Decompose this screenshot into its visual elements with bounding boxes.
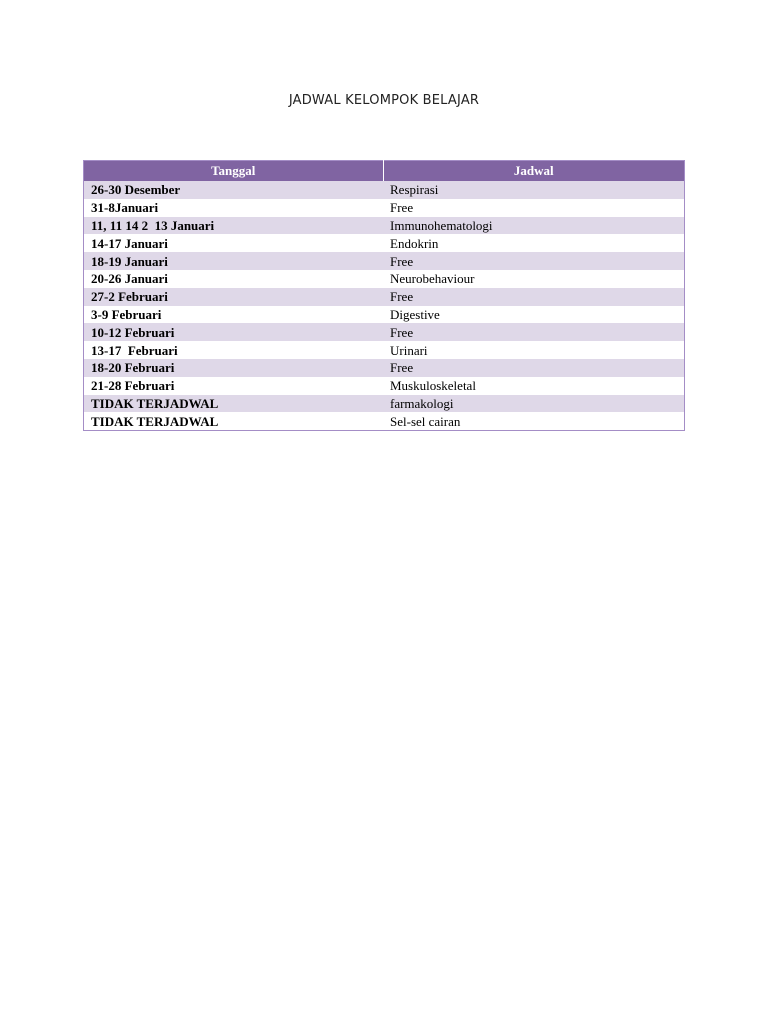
- table-row: [84, 217, 685, 235]
- table-row: [84, 181, 685, 199]
- jadwal-cell: Free: [383, 323, 685, 341]
- tanggal-cell: TIDAK TERJADWAL: [84, 395, 384, 413]
- table-row: [84, 306, 685, 324]
- jadwal-cell: Free: [383, 288, 685, 306]
- jadwal-cell: Respirasi: [383, 181, 685, 199]
- jadwal-cell: Free: [383, 199, 685, 217]
- table-header: [84, 161, 685, 182]
- table-row: [84, 323, 685, 341]
- tanggal-cell: 14-17 Januari: [84, 234, 384, 252]
- jadwal-cell: Digestive: [383, 306, 685, 324]
- tanggal-cell: 20-26 Januari: [84, 270, 384, 288]
- jadwal-cell: farmakologi: [383, 395, 685, 413]
- table-row: [84, 288, 685, 306]
- tanggal-cell: 11, 11 14 2 13 Januari: [84, 217, 384, 235]
- jadwal-cell: Urinari: [383, 341, 685, 359]
- table-row: [84, 199, 685, 217]
- jadwal-cell: Endokrin: [383, 234, 685, 252]
- schedule-table: [83, 160, 685, 431]
- column-header-tanggal: Tanggal: [84, 161, 384, 182]
- tanggal-cell: 10-12 Februari: [84, 323, 384, 341]
- tanggal-cell: 18-20 Februari: [84, 359, 384, 377]
- header-row: [84, 161, 685, 182]
- jadwal-cell: Muskuloskeletal: [383, 377, 685, 395]
- table-row: [84, 359, 685, 377]
- table-row: [84, 270, 685, 288]
- jadwal-cell: Sel-sel cairan: [383, 412, 685, 430]
- jadwal-cell: Free: [383, 359, 685, 377]
- page-title: JADWAL KELOMPOK BELAJAR: [288, 93, 480, 108]
- jadwal-cell: Immunohematologi: [383, 217, 685, 235]
- table-body: [84, 181, 685, 431]
- column-header-jadwal: Jadwal: [383, 161, 685, 182]
- tanggal-cell: 21-28 Februari: [84, 377, 384, 395]
- table-row: [84, 395, 685, 413]
- jadwal-cell: Free: [383, 252, 685, 270]
- tanggal-cell: 27-2 Februari: [84, 288, 384, 306]
- tanggal-cell: 3-9 Februari: [84, 306, 384, 324]
- tanggal-cell: 26-30 Desember: [84, 181, 384, 199]
- tanggal-cell: 18-19 Januari: [84, 252, 384, 270]
- table-row: [84, 377, 685, 395]
- table-row: [84, 341, 685, 359]
- table-row: [84, 252, 685, 270]
- tanggal-cell: 31-8Januari: [84, 199, 384, 217]
- table-row: [84, 234, 685, 252]
- tanggal-cell: TIDAK TERJADWAL: [84, 412, 384, 430]
- jadwal-cell: Neurobehaviour: [383, 270, 685, 288]
- tanggal-cell: 13-17 Februari: [84, 341, 384, 359]
- table-row: [84, 412, 685, 430]
